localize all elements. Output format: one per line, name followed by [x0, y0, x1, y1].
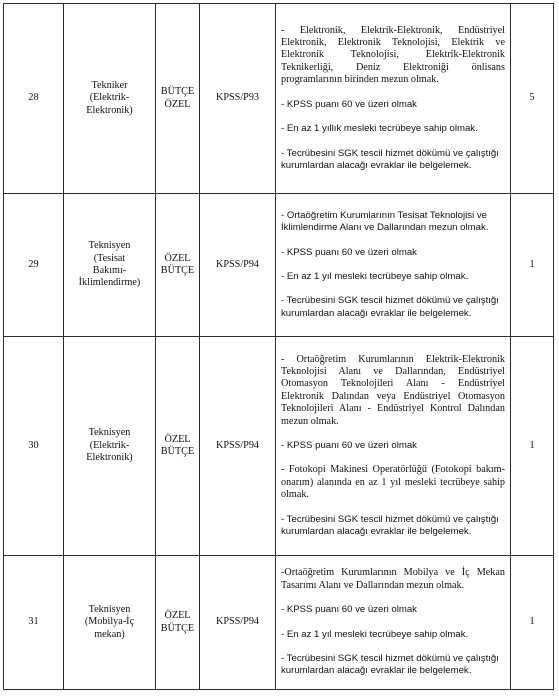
requirements-cell — [276, 556, 511, 690]
requirements-cell — [276, 337, 511, 556]
budget-type — [156, 194, 200, 337]
kpss-code: KPSS/P94 — [200, 556, 276, 690]
kpss-code: KPSS/P93 — [200, 4, 276, 194]
requirement-item: - Tecrübesini SGK tescil hizmet dökümü ve çalıştığı kurumlardan alacağı evraklar ile belgelemek. — [281, 147, 499, 171]
kpss-code: KPSS/P94 — [200, 337, 276, 556]
table-row — [4, 556, 554, 690]
position-title-text: Tekniker (Elektrik- Elektronik) — [86, 79, 133, 116]
requirement-item: - Ortaöğretim Kurumlarının Tesisat Teknolojisi ve İklimlendirme Alanı ve Dallarından mezun olmak. — [281, 209, 489, 234]
position-title — [64, 4, 156, 194]
budget-type-text: BÜTÇE ÖZEL — [160, 86, 195, 110]
requirement-item: - Elektronik, Elektrik-Elektronik, Endüstriyel Elektronik, Elektronik Teknolojisi, Elektrik ve Elektronik Teknolojisi, Elektrik-Elektronik Teknikerliği, Deniz Elektroniği önlisans programlarının birinden mezun olmak. — [281, 24, 505, 86]
position-title-text: Teknisyen (Tesisat Bakımı- İklimlendirme) — [78, 240, 141, 289]
budget-type — [156, 4, 200, 194]
requirement-item: - Fotokopi Makinesi Operatörlüğü (Fotokopi bakım-onarım) alanında en az 1 yıl mesleki tecrübeye sahip olmak. — [281, 464, 505, 501]
row-number: 29 — [4, 194, 64, 337]
table-row — [4, 337, 554, 556]
kpss-code: KPSS/P94 — [200, 194, 276, 337]
table-row — [4, 194, 554, 337]
table-row — [4, 4, 554, 194]
row-number: 30 — [4, 337, 64, 556]
requirement-item: - KPSS puanı 60 ve üzeri olmak — [281, 98, 417, 110]
requirement-item: - Tecrübesini SGK tescil hizmet dökümü ve çalıştığı kurumlardan alacağı evraklar ile belgelemek. — [281, 652, 499, 677]
requirement-item: - Tecrübesini SGK tescil hizmet dökümü ve çalıştığı kurumlardan alacağı evraklar ile belgelemek. — [281, 295, 499, 319]
position-title — [64, 337, 156, 556]
budget-type-text: ÖZEL BÜTÇE — [160, 252, 195, 276]
position-count: 1 — [511, 556, 554, 690]
position-title-text: Teknisyen (Mobilya-İç mekan) — [84, 603, 135, 640]
budget-type-text: ÖZEL BÜTÇE — [160, 433, 195, 457]
requirement-item: - KPSS puanı 60 ve üzeri olmak — [281, 440, 417, 451]
requirement-item: - En az 1 yıl mesleki tecrübeye sahip olmak. — [281, 628, 469, 640]
budget-type — [156, 556, 200, 690]
requirements-cell — [276, 194, 511, 337]
requirement-item: - KPSS puanı 60 ve üzeri olmak — [281, 246, 417, 258]
position-title — [64, 556, 156, 690]
requirements-cell — [276, 4, 511, 194]
requirement-item: - Tecrübesini SGK tescil hizmet dökümü ve çalıştığı kurumlardan alacağı evraklar ile belgelemek. — [281, 513, 499, 538]
requirement-item: - En az 1 yıllık mesleki tecrübeye sahip olmak. — [281, 123, 478, 135]
row-number: 31 — [4, 556, 64, 690]
position-count: 1 — [511, 337, 554, 556]
requirement-item: - KPSS puanı 60 ve üzeri olmak — [281, 604, 417, 616]
position-title — [64, 194, 156, 337]
position-count: 5 — [511, 4, 554, 194]
requirement-item: - En az 1 yıl mesleki tecrübeye sahip olmak. — [281, 271, 469, 282]
requirement-item: -Ortaöğretim Kurumlarının Mobilya ve İç Mekan Tasarımı Alanı ve Dallarından mezun olmak. — [281, 567, 505, 591]
budget-type-text: ÖZEL BÜTÇE — [160, 610, 195, 634]
position-count: 1 — [511, 194, 554, 337]
budget-type — [156, 337, 200, 556]
row-number: 28 — [4, 4, 64, 194]
job-requirements-table — [3, 3, 554, 690]
requirement-item: - Ortaöğretim Kurumlarının Elektrik-Elektronik Teknolojisi Alanı ve Dallarından, Endüstriyel Otomasyon Teknolojileri Alanı - Endüstriyel Elektronik Dalından veya Endüstriyel Otomasyon Teknolojileri Alanı - Endüstriyel Kontrol Dalından mezun olmak. — [281, 353, 505, 427]
position-title-text: Teknisyen (Elektrik- Elektronik) — [86, 427, 133, 464]
